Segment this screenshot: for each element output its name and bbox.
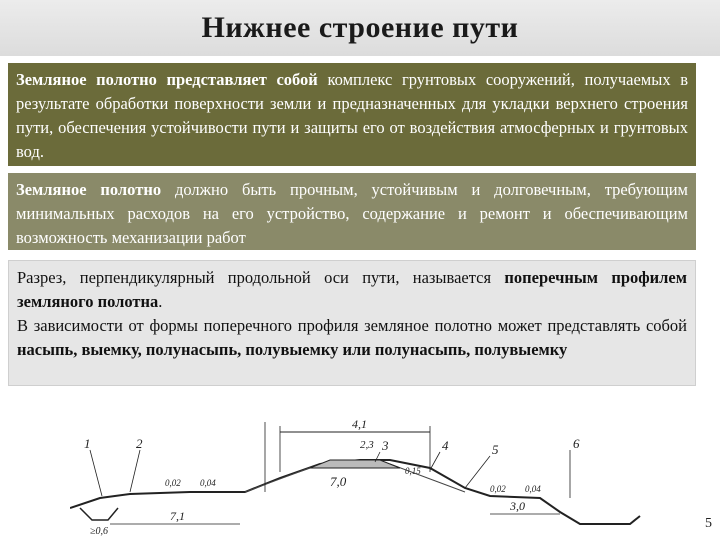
cross-section-diagram (70, 412, 700, 538)
left-ditch (80, 508, 118, 520)
dim-7-0: 7,0 (330, 474, 347, 489)
dim-7-1: 7,1 (170, 509, 185, 523)
requirements-bold-lead: Земляное полотно (16, 180, 162, 199)
definition-body: комплекс грунтовых сооружений, получаемых в результате обработки поверхности земли и предназначенных для укладки верхнего строения пути, обеспечения устойчивости пути и защиты его от воздействия атмосферных и грунтовых вод. (16, 70, 688, 161)
ground-line (70, 460, 640, 524)
ballast-prism (310, 460, 400, 468)
leader-4 (430, 452, 440, 470)
slope-0-04-right: 0,04 (525, 484, 541, 494)
cross-section-term: поперечным профилем земляного полотна (17, 268, 687, 311)
dim-3-0: 3,0 (510, 499, 525, 513)
leader-1 (90, 450, 102, 496)
label-4: 4 (442, 438, 449, 453)
definition-bold-lead: Земляное полотно представляет собой (16, 70, 318, 89)
title-bar (0, 0, 720, 56)
slope-0-02-left: 0,02 (165, 478, 181, 488)
label-3: 3 (382, 438, 389, 453)
label-1: 1 (84, 436, 91, 451)
label-6: 6 (573, 436, 580, 451)
label-5: 5 (492, 442, 499, 457)
cross-section-p2 (17, 314, 687, 362)
dim-4-1: 4,1 (352, 417, 367, 431)
label-2: 2 (136, 436, 143, 451)
slide-title: Нижнее строение пути (201, 11, 519, 44)
definition-text (16, 68, 688, 164)
cross-section-block (8, 260, 696, 386)
slope-0-04-left: 0,04 (200, 478, 216, 488)
cross-section-p2-text: В зависимости от формы поперечного профиля земляное полотно может представлять собой (17, 316, 687, 335)
cross-section-types: насыпь, выемку, полунасыпь, полувыемку или полунасыпь, полувыемку (17, 340, 568, 359)
requirements-block (8, 173, 696, 250)
dim-0-6: ≥0,6 (90, 526, 108, 537)
page-number: 5 (705, 516, 712, 531)
leader-5 (465, 456, 490, 488)
requirements-text (16, 178, 688, 250)
cross-section-p1-text: Разрез, перпендикулярный продольной оси пути, называется (17, 268, 505, 287)
leader-2 (130, 450, 140, 492)
dim-2-3: 2,3 (360, 439, 374, 451)
cross-section-p1 (17, 266, 687, 314)
definition-block (8, 63, 696, 166)
cross-section-p1-end: . (158, 292, 163, 311)
slope-0-02-right: 0,02 (490, 484, 506, 494)
dim-0-15: 0,15 (405, 466, 421, 476)
requirements-body: должно быть прочным, устойчивым и долговечным, требующим минимальных расходов на его устройство, содержание и ремонт и обеспечивающим возможность механизации работ (16, 180, 688, 247)
